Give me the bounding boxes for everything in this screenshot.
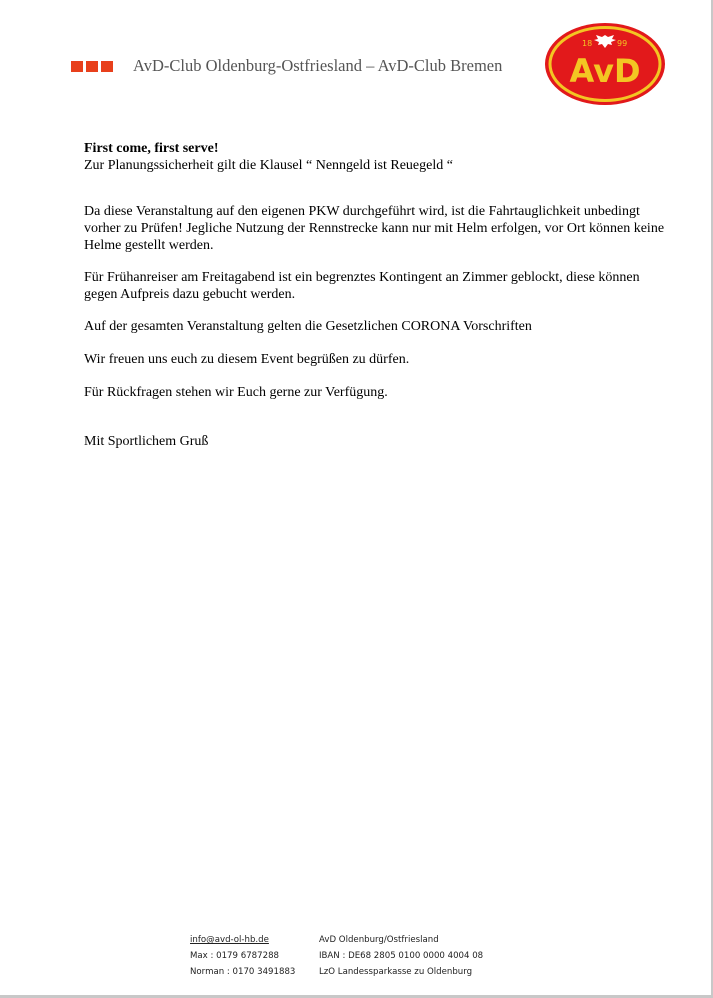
paragraph-text: Für Frühanreiser am Freitagabend ist ein begrenztes Kontingent an Zimmer geblockt, diese können gegen Aufpreis dazu gebucht werden. (84, 270, 640, 302)
avd-logo (544, 22, 666, 106)
bank-name: LzO Landessparkasse zu Oldenburg (319, 967, 473, 977)
phone-norman: Norman : 0170 3491883 (190, 967, 296, 977)
logo-year-right: 99 (617, 39, 628, 48)
phone-max: Max : 0179 6787288 (190, 951, 280, 961)
heading: First come, first serve! (84, 141, 219, 156)
header-accent-squares (71, 61, 113, 72)
accent-square (101, 61, 113, 72)
paragraph-text: Wir freuen uns euch zu diesem Event begrüßen zu dürfen. (84, 352, 410, 367)
clause-text: Zur Planungssicherheit gilt die Klausel “ Nenngeld ist Reuegeld “ (84, 158, 453, 173)
iban: IBAN : DE68 2805 0100 0000 4004 08 (319, 951, 484, 961)
paragraph-text: Da diese Veranstaltung auf den eigenen PKW durchgeführt wird, ist die Fahrtauglichkeit unbedingt vorher zu Prüfen! Jegliche Nutzung der Rennstrecke kann nur mit Helm erfolgen, vor Ort können keine Helme gestellt werden. (84, 204, 665, 253)
paragraph-5 (84, 384, 674, 401)
paragraph-2 (84, 269, 674, 303)
paragraph-1 (84, 203, 674, 254)
footer-contact (190, 932, 295, 980)
accent-square (71, 61, 83, 72)
logo-text: AvD (569, 52, 641, 90)
paragraph-text: Für Rückfragen stehen wir Euch gerne zur Verfügung. (84, 385, 388, 400)
closing (84, 433, 674, 450)
club-title: AvD-Club Oldenburg-Ostfriesland – AvD-Club Bremen (133, 56, 503, 75)
paragraph-4 (84, 351, 674, 368)
logo-year-left: 18 (582, 39, 593, 48)
intro-block (84, 140, 674, 174)
closing-text: Mit Sportlichem Gruß (84, 434, 209, 449)
org-name: AvD Oldenburg/Ostfriesland (319, 935, 439, 945)
paragraph-text: Auf der gesamten Veranstaltung gelten die Gesetzlichen CORONA Vorschriften (84, 319, 532, 334)
footer-bank (319, 932, 483, 980)
accent-square (86, 61, 98, 72)
email-link[interactable]: info@avd-ol-hb.de (190, 935, 269, 945)
paragraph-3 (84, 318, 674, 335)
